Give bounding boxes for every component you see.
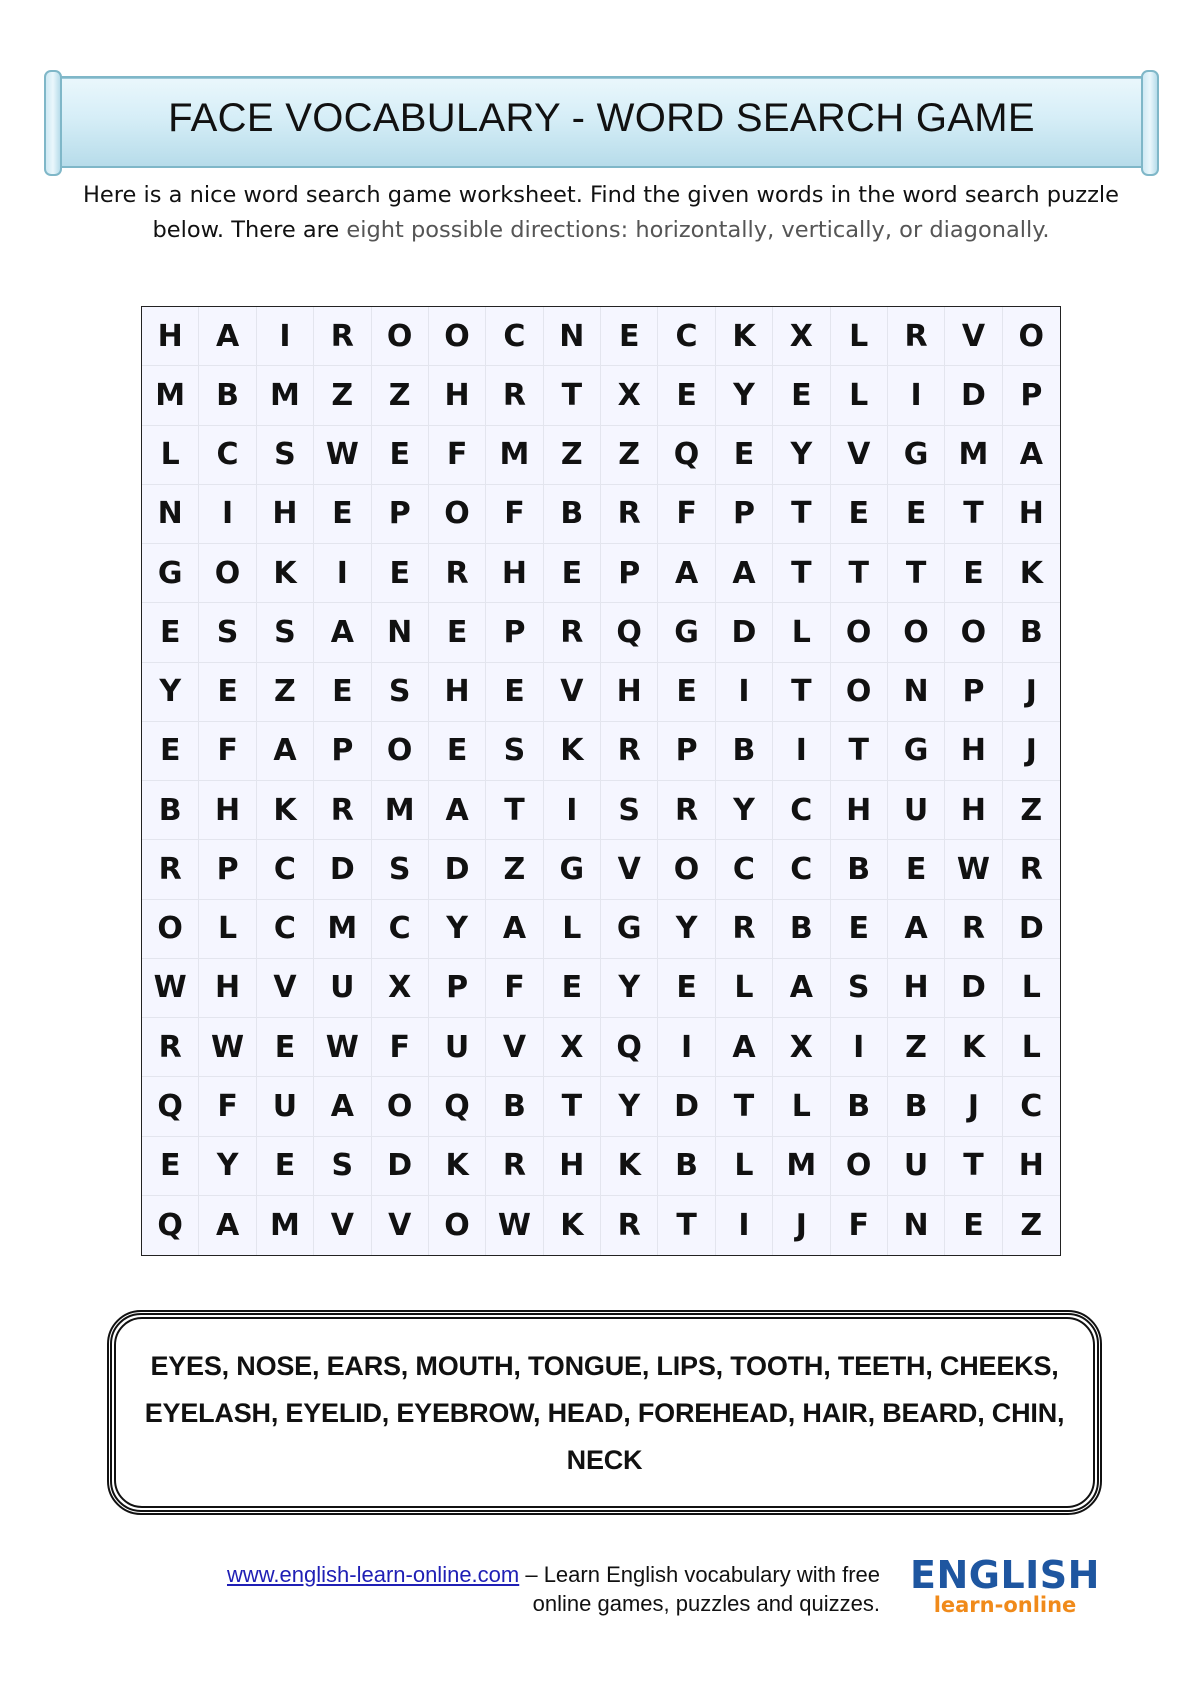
grid-cell[interactable]: W [945,840,1002,899]
grid-cell[interactable]: T [658,1196,715,1255]
grid-cell[interactable]: Q [429,1077,486,1136]
grid-cell[interactable]: D [658,1077,715,1136]
grid-cell[interactable]: U [314,959,371,1018]
grid-cell[interactable]: E [142,722,199,781]
grid-cell[interactable]: F [199,1077,256,1136]
grid-cell[interactable]: K [601,1137,658,1196]
grid-cell[interactable]: D [945,959,1002,1018]
grid-cell[interactable]: R [601,1196,658,1255]
grid-cell[interactable]: A [716,1018,773,1077]
grid-cell[interactable]: C [658,307,715,366]
grid-cell[interactable]: Y [429,900,486,959]
grid-cell[interactable]: V [544,663,601,722]
grid-cell[interactable]: N [142,485,199,544]
grid-cell[interactable]: E [486,663,543,722]
grid-cell[interactable]: Y [716,781,773,840]
grid-cell[interactable]: R [658,781,715,840]
grid-cell[interactable]: M [142,366,199,425]
grid-cell[interactable]: I [716,1196,773,1255]
grid-cell[interactable]: L [199,900,256,959]
grid-cell[interactable]: C [257,900,314,959]
grid-cell[interactable]: Z [486,840,543,899]
grid-cell[interactable]: H [1003,1137,1060,1196]
grid-cell[interactable]: W [199,1018,256,1077]
grid-cell[interactable]: L [142,426,199,485]
grid-cell[interactable]: O [658,840,715,899]
grid-cell[interactable]: Y [142,663,199,722]
grid-cell[interactable]: U [429,1018,486,1077]
grid-cell[interactable]: H [945,781,1002,840]
grid-cell[interactable]: B [142,781,199,840]
grid-cell[interactable]: B [199,366,256,425]
grid-cell[interactable]: Q [658,426,715,485]
grid-cell[interactable]: L [1003,1018,1060,1077]
grid-cell[interactable]: V [601,840,658,899]
grid-cell[interactable]: W [314,426,371,485]
grid-cell[interactable]: M [314,900,371,959]
grid-cell[interactable]: X [544,1018,601,1077]
grid-cell[interactable]: H [486,544,543,603]
grid-cell[interactable]: Y [773,426,830,485]
grid-cell[interactable]: S [372,663,429,722]
grid-cell[interactable]: E [142,603,199,662]
grid-cell[interactable]: T [544,366,601,425]
grid-cell[interactable]: M [773,1137,830,1196]
grid-cell[interactable]: O [372,1077,429,1136]
grid-cell[interactable]: T [831,544,888,603]
grid-cell[interactable]: R [1003,840,1060,899]
grid-cell[interactable]: H [831,781,888,840]
grid-cell[interactable]: S [601,781,658,840]
grid-cell[interactable]: E [658,366,715,425]
grid-cell[interactable]: B [888,1077,945,1136]
grid-cell[interactable]: K [1003,544,1060,603]
grid-cell[interactable]: O [372,307,429,366]
grid-cell[interactable]: R [486,1137,543,1196]
grid-cell[interactable]: O [372,722,429,781]
grid-cell[interactable]: E [142,1137,199,1196]
grid-cell[interactable]: T [773,544,830,603]
grid-cell[interactable]: A [199,1196,256,1255]
logo-top-text: ENGLISH [910,1553,1100,1597]
intro-part-2: eight possible directions: horizontally, vertically, or diagonally. [346,217,1050,243]
grid-cell[interactable]: H [945,722,1002,781]
grid-cell[interactable]: E [831,485,888,544]
grid-cell[interactable]: H [888,959,945,1018]
grid-cell[interactable]: T [486,781,543,840]
grid-cell[interactable]: I [544,781,601,840]
grid-cell[interactable]: S [372,840,429,899]
grid-cell[interactable]: H [142,307,199,366]
grid-cell[interactable]: R [544,603,601,662]
grid-cell[interactable]: E [831,900,888,959]
grid-cell[interactable]: U [888,1137,945,1196]
grid-cell[interactable]: L [773,603,830,662]
grid-cell[interactable]: C [486,307,543,366]
grid-cell[interactable]: D [945,366,1002,425]
word-search-grid [141,306,1061,1256]
grid-cell[interactable]: L [716,1137,773,1196]
grid-cell[interactable]: R [888,307,945,366]
grid-cell[interactable]: K [945,1018,1002,1077]
grid-cell[interactable]: F [429,426,486,485]
grid-cell[interactable]: L [831,366,888,425]
grid-cell[interactable]: F [372,1018,429,1077]
grid-cell[interactable]: A [1003,426,1060,485]
grid-cell[interactable]: P [314,722,371,781]
grid-cell[interactable]: V [486,1018,543,1077]
grid-cell[interactable]: V [314,1196,371,1255]
grid-cell[interactable]: A [716,544,773,603]
grid-cell[interactable]: T [716,1077,773,1136]
grid-cell[interactable]: O [429,307,486,366]
grid-cell[interactable]: H [257,485,314,544]
grid-cell[interactable]: D [372,1137,429,1196]
grid-cell[interactable]: A [888,900,945,959]
grid-cell[interactable]: Z [888,1018,945,1077]
grid-cell[interactable]: L [773,1077,830,1136]
grid-cell[interactable]: G [888,722,945,781]
grid-cell[interactable]: G [601,900,658,959]
grid-cell[interactable]: X [773,307,830,366]
grid-cell[interactable]: O [429,1196,486,1255]
grid-cell[interactable]: A [314,603,371,662]
grid-cell[interactable]: A [486,900,543,959]
grid-cell[interactable]: F [486,485,543,544]
grid-cell[interactable]: D [314,840,371,899]
grid-cell[interactable]: M [257,1196,314,1255]
english-learn-online-logo [905,1555,1105,1615]
grid-cell[interactable]: X [601,366,658,425]
grid-cell[interactable]: E [544,544,601,603]
grid-cell[interactable]: T [888,544,945,603]
grid-cell[interactable]: Q [142,1077,199,1136]
footer-tagline-2: online games, puzzles and quizzes. [532,1591,880,1616]
grid-cell[interactable]: C [773,781,830,840]
grid-cell[interactable]: B [831,1077,888,1136]
grid-cell[interactable]: L [716,959,773,1018]
grid-cell[interactable]: O [429,485,486,544]
grid-cell[interactable]: T [945,485,1002,544]
grid-cell[interactable]: B [716,722,773,781]
grid-cell[interactable]: I [199,485,256,544]
title-banner [52,76,1151,168]
grid-cell[interactable]: H [199,959,256,1018]
grid-cell[interactable]: S [257,603,314,662]
grid-cell[interactable]: R [314,781,371,840]
grid-cell[interactable]: S [199,603,256,662]
grid-cell[interactable]: B [544,485,601,544]
grid-cell[interactable]: B [831,840,888,899]
grid-cell[interactable]: E [888,485,945,544]
grid-cell[interactable]: H [429,663,486,722]
grid-cell[interactable]: P [199,840,256,899]
grid-cell[interactable]: M [486,426,543,485]
grid-cell[interactable]: U [888,781,945,840]
grid-cell[interactable]: C [257,840,314,899]
grid-cell[interactable]: B [773,900,830,959]
grid-cell[interactable]: A [314,1077,371,1136]
grid-cell[interactable]: W [142,959,199,1018]
grid-cell[interactable]: Q [601,603,658,662]
grid-cell[interactable]: E [945,544,1002,603]
grid-cell[interactable]: B [658,1137,715,1196]
website-link[interactable]: www.english-learn-online.com [226,1562,520,1587]
grid-cell[interactable]: E [945,1196,1002,1255]
grid-cell[interactable]: R [486,366,543,425]
grid-cell[interactable]: I [716,663,773,722]
grid-cell[interactable]: Z [257,663,314,722]
grid-cell[interactable]: G [142,544,199,603]
grid-cell[interactable]: B [1003,603,1060,662]
grid-cell[interactable]: F [199,722,256,781]
grid-cell[interactable]: P [486,603,543,662]
page-title: FACE VOCABULARY - WORD SEARCH GAME [168,96,1035,140]
grid-cell[interactable]: L [544,900,601,959]
logo-bottom-text: learn-online [933,1593,1077,1617]
grid-cell[interactable]: X [372,959,429,1018]
grid-cell[interactable]: K [716,307,773,366]
grid-cell[interactable]: H [601,663,658,722]
grid-cell[interactable]: I [831,1018,888,1077]
grid-cell[interactable]: R [716,900,773,959]
grid-cell[interactable]: B [486,1077,543,1136]
grid-cell[interactable]: Z [1003,781,1060,840]
grid-cell[interactable]: O [1003,307,1060,366]
grid-cell[interactable]: A [658,544,715,603]
grid-cell[interactable]: V [372,1196,429,1255]
grid-cell[interactable]: M [372,781,429,840]
grid-cell[interactable]: K [257,544,314,603]
grid-cell[interactable]: R [601,722,658,781]
grid-cell[interactable]: Z [544,426,601,485]
grid-cell[interactable]: E [257,1018,314,1077]
grid-cell[interactable]: K [544,722,601,781]
grid-cell[interactable]: O [831,1137,888,1196]
grid-cell[interactable]: V [945,307,1002,366]
grid-cell[interactable]: M [945,426,1002,485]
grid-cell[interactable]: I [314,544,371,603]
intro-text [56,178,1146,248]
grid-cell[interactable]: Y [601,959,658,1018]
grid-cell[interactable]: Y [601,1077,658,1136]
grid-cell[interactable]: P [429,959,486,1018]
grid-cell[interactable]: L [831,307,888,366]
grid-cell[interactable]: P [658,722,715,781]
grid-cell[interactable]: F [658,485,715,544]
grid-cell[interactable]: K [257,781,314,840]
grid-cell[interactable]: E [372,544,429,603]
grid-cell[interactable]: W [314,1018,371,1077]
grid-cell[interactable]: O [888,603,945,662]
grid-cell[interactable]: F [831,1196,888,1255]
grid-cell[interactable]: E [601,307,658,366]
grid-cell[interactable]: Z [1020,1207,1043,1243]
grid-cell[interactable]: R [429,544,486,603]
grid-cell[interactable]: E [658,959,715,1018]
grid-cell[interactable]: N [888,1196,945,1255]
grid-cell[interactable]: M [257,366,314,425]
grid-cell[interactable]: D [429,840,486,899]
grid-cell[interactable]: A [199,307,256,366]
grid-cell[interactable]: G [544,840,601,899]
grid-cell[interactable]: W [486,1196,543,1255]
grid-cell[interactable]: O [142,900,199,959]
grid-cell[interactable]: Z [601,426,658,485]
footer-text [100,1560,880,1618]
grid-cell[interactable]: O [199,544,256,603]
grid-cell[interactable]: S [257,426,314,485]
grid-cell[interactable]: I [658,1018,715,1077]
grid-cell[interactable]: N [888,663,945,722]
grid-cell[interactable]: R [945,900,1002,959]
grid-cell[interactable]: I [888,366,945,425]
grid-cell[interactable]: E [372,426,429,485]
grid-cell[interactable]: D [716,603,773,662]
grid-cell[interactable]: C [773,840,830,899]
grid-cell[interactable]: L [1003,959,1060,1018]
grid-cell[interactable]: E [773,366,830,425]
grid-cell[interactable]: S [831,959,888,1018]
grid-cell[interactable]: P [945,663,1002,722]
grid-cell[interactable]: P [601,544,658,603]
grid-cell[interactable]: T [945,1137,1002,1196]
grid-cell[interactable]: V [257,959,314,1018]
grid-cell[interactable]: S [486,722,543,781]
grid-cell[interactable]: E [314,485,371,544]
grid-cell[interactable]: N [372,603,429,662]
grid-cell[interactable]: C [1003,1077,1060,1136]
word-list-line-2: EYELASH, EYELID, EYEBROW, HEAD, FOREHEAD, HAIR, BEARD, CHIN, [144,1398,1065,1428]
grid-cell[interactable]: Y [658,900,715,959]
grid-cell[interactable]: J [1003,663,1060,722]
grid-cell[interactable]: J [773,1196,830,1255]
grid-cell[interactable]: H [199,781,256,840]
grid-cell[interactable]: K [544,1196,601,1255]
word-list-line-1: EYES, NOSE, EARS, MOUTH, TONGUE, LIPS, TOOTH, TEETH, CHEEKS, [150,1351,1059,1381]
grid-cell[interactable]: C [199,426,256,485]
grid-cell[interactable]: E [257,1137,314,1196]
grid-cell[interactable]: J [1003,722,1060,781]
grid-cell[interactable]: Z [314,366,371,425]
grid-cell[interactable]: E [544,959,601,1018]
grid-cell[interactable]: P [1003,366,1060,425]
word-list [142,1343,1067,1484]
word-list-line-3: NECK [566,1445,643,1475]
grid-cell[interactable]: O [945,603,1002,662]
grid-cell[interactable]: E [199,663,256,722]
grid-cell[interactable]: T [544,1077,601,1136]
grid-cell[interactable]: Q [601,1018,658,1077]
grid-cell[interactable]: I [773,722,830,781]
grid-cell[interactable]: P [372,485,429,544]
grid-cell[interactable]: A [773,959,830,1018]
grid-cell[interactable]: F [486,959,543,1018]
grid-cell[interactable]: T [773,663,830,722]
grid-cell[interactable]: A [429,781,486,840]
grid-cell[interactable]: U [257,1077,314,1136]
grid-cell[interactable]: R [142,840,199,899]
grid-cell[interactable]: C [372,900,429,959]
grid-cell[interactable]: A [257,722,314,781]
grid-cell[interactable]: Y [716,366,773,425]
grid-cell[interactable]: P [716,485,773,544]
grid-cell[interactable]: E [888,840,945,899]
grid-cell[interactable]: S [314,1137,371,1196]
grid-cell[interactable]: H [429,366,486,425]
intro-part-1: Here is a nice word search game worksheet. Find the given words in the word search puzzle below. There are [83,182,1119,243]
grid-cell[interactable]: E [429,603,486,662]
grid-cell[interactable]: R [142,1018,199,1077]
grid-cell[interactable]: G [658,603,715,662]
grid-cell[interactable]: E [716,426,773,485]
grid-cell[interactable]: H [544,1137,601,1196]
grid-cell[interactable]: T [831,722,888,781]
grid-cell[interactable]: G [888,426,945,485]
word-list-box [107,1310,1102,1515]
grid-cell[interactable]: V [831,426,888,485]
grid-cell[interactable]: Z [372,366,429,425]
grid-cell[interactable]: O [831,663,888,722]
grid-cell[interactable]: C [716,840,773,899]
grid-cell[interactable]: R [601,485,658,544]
grid-cell[interactable]: J [945,1077,1002,1136]
grid-cell[interactable]: R [314,307,371,366]
grid-cell[interactable]: Q [142,1196,199,1255]
grid-cell[interactable]: H [1003,485,1060,544]
grid-cell[interactable]: T [773,485,830,544]
grid-cell[interactable]: X [773,1018,830,1077]
grid-cell[interactable]: Y [199,1137,256,1196]
grid-cell[interactable]: K [429,1137,486,1196]
grid-cell[interactable]: E [429,722,486,781]
grid-cell[interactable]: N [544,307,601,366]
grid-cell[interactable]: I [257,307,314,366]
grid-cell[interactable]: E [658,663,715,722]
footer-tagline-1: – Learn English vocabulary with free [519,1562,880,1587]
grid-cell[interactable]: O [831,603,888,662]
grid-cell[interactable]: E [314,663,371,722]
grid-cell[interactable]: D [1003,900,1060,959]
